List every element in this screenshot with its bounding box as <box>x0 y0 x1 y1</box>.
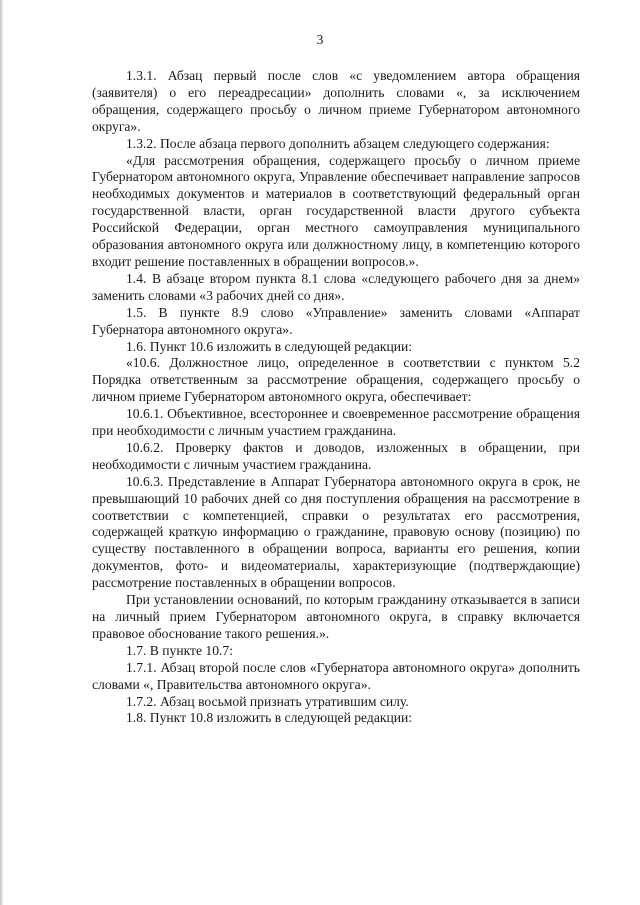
paragraph-1-3-2: 1.3.2. После абзаца первого дополнить абзацем следующего содержания: <box>126 135 550 151</box>
scan-edge <box>0 0 4 905</box>
paragraph-10-6-1: 10.6.1. Объективное, всестороннее и своевременное рассмотрение обращения при необходимости с личным участием гражданина. <box>92 406 580 439</box>
paragraph-1-3-1: 1.3.1. Абзац первый после слов «с уведомлением автора обращения (заявителя) о его переадресации» дополнить словами «, за исключением обращения, содержащего просьбу о личном приеме Губернатором автономного округа». <box>92 68 580 134</box>
paragraph-inserted-text: «Для рассмотрения обращения, содержащего просьбу о личном приеме Губернатором автономного округа, Управление обеспечивает направление запросов необходимых документов и материалов в соответствующий федеральный орган государственной власти, орган государственной власти другого субъекта Российской Федерации, орган местного самоуправления муниципального образования автономного округа или должностному лицу, в компетенцию которого входит решение поставленных в обращении вопросов.». <box>92 152 580 269</box>
paragraph-10-6: «10.6. Должностное лицо, определенное в соответствии с пунктом 5.2 Порядка ответственным за рассмотрение обращения, содержащего просьбу о личном приеме Губернатором автономного округа, обеспечивает: <box>92 355 580 405</box>
paragraph-1-4: 1.4. В абзаце втором пункта 8.1 слова «следующего рабочего дня за днем» заменить словами «3 рабочих дней со дня». <box>92 270 580 303</box>
paragraph-1-5: 1.5. В пункте 8.9 слово «Управление» заменить словами «Аппарат Губернатора автономного округа». <box>92 304 580 337</box>
paragraph-1-7: 1.7. В пункте 10.7: <box>126 642 233 658</box>
page-number: 3 <box>316 32 324 47</box>
paragraph-10-6-3: 10.6.3. Представление в Аппарат Губернатора автономного округа в срок, не превышающий 10 рабочих дней со дня поступления обращения на рассмотрение в соответствии с компетенцией, справки о результатах его рассмотрения, содержащей краткую информацию о гражданине, правовую основу (позицию) по существу поставленного в обращении вопроса, варианты его решения, копии документов, фото- и видеоматериалы, характеризующие (подтверждающие) рассмотрение поставленных в обращении вопросов. <box>92 473 580 591</box>
paragraph-1-7-1: 1.7.1. Абзац второй после слов «Губернатора автономного округа» дополнить словами «, Правительства автономного округа». <box>92 659 580 692</box>
paragraph-refusal: При установлении оснований, по которым гражданину отказывается в записи на личный прием Губернатором автономного округа, в справку включается правовое обоснование такого решения.». <box>92 592 580 641</box>
paragraph-10-6-2: 10.6.2. Проверку фактов и доводов, изложенных в обращении, при необходимости с личным участием гражданина. <box>92 439 580 472</box>
paragraph-1-7-2: 1.7.2. Абзац восьмой признать утратившим силу. <box>126 693 409 709</box>
paragraph-1-6: 1.6. Пункт 10.6 изложить в следующей редакции: <box>126 338 413 354</box>
document-body <box>92 68 580 727</box>
paragraph-1-8: 1.8. Пункт 10.8 изложить в следующей редакции: <box>126 710 413 726</box>
